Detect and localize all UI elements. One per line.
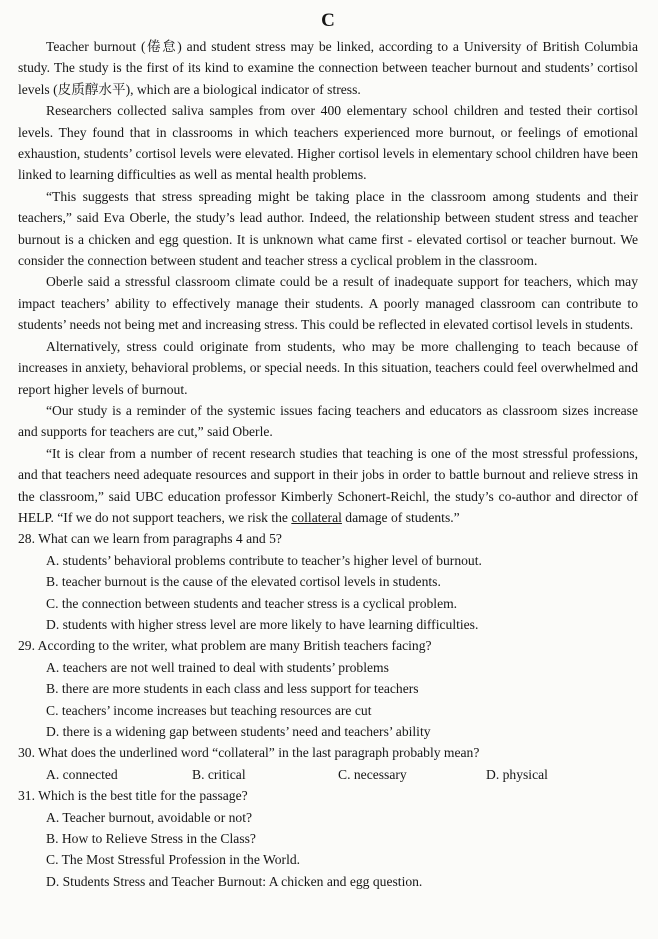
reading-passage — [18, 36, 638, 528]
option-list — [18, 657, 638, 743]
option-b[interactable]: B. there are more students in each class and less support for teachers — [46, 681, 419, 697]
option-c[interactable]: C. teachers’ income increases but teaching resources are cut — [46, 702, 372, 718]
option-c[interactable]: C. necessary — [338, 766, 407, 782]
option-list — [18, 550, 638, 636]
paragraph-3: “This suggests that stress spreading might be taking place in the classroom among students and their teachers,” said Eva Oberle, the study’s lead author. Indeed, the relationship between student stress and teacher burnout is a chicken and egg question. It is unknown what came first - elevated cortisol or teacher burnout. We consider the connection between student and teacher stress a cyclical problem in the classroom. — [18, 188, 638, 269]
option-c[interactable]: C. The Most Stressful Profession in the World. — [46, 852, 301, 868]
option-a[interactable]: A. Teacher burnout, avoidable or not? — [46, 809, 253, 825]
paragraph-1: Teacher burnout (倦怠) and student stress may be linked, according to a University of British Columbia study. The study is the first of its kind to examine the connection between teacher burnout and students’ cortisol levels (皮质醇水平), which are a biological indicator of stress. — [18, 39, 638, 97]
option-b[interactable]: B. critical — [192, 766, 246, 782]
question-stem: 30. What does the underlined word “collateral” in the last paragraph probably mean? — [18, 745, 480, 761]
paragraph-2: Researchers collected saliva samples from over 400 elementary school children and tested their cortisol levels. They found that in classrooms in which teachers experienced more burnout, or feelings of emotional exhaustion, students’ cortisol levels were elevated. Higher cortisol levels in elementary school children have been linked to learning difficulties as well as mental health problems. — [18, 103, 638, 183]
option-d[interactable]: D. students with higher stress level are more likely to have learning difficulties. — [46, 616, 479, 632]
section-letter: C — [321, 10, 335, 31]
question-30 — [18, 742, 638, 785]
paragraph-7-text-b: damage of students.” — [341, 509, 460, 525]
question-29 — [18, 635, 638, 742]
paragraph-6: “Our study is a reminder of the systemic issues facing teachers and educators as classroom sizes increase and supports for teachers are cut,” said Oberle. — [18, 402, 638, 440]
option-b[interactable]: B. teacher burnout is the cause of the elevated cortisol levels in students. — [46, 574, 441, 590]
option-list — [18, 807, 638, 893]
option-b[interactable]: B. How to Relieve Stress in the Class? — [46, 831, 256, 847]
paragraph-4: Oberle said a stressful classroom climate could be a result of inadequate support for teachers, which may impact teachers’ ability to effectively manage their students. A poorly managed classroom can contribute to students’ needs not being met and increasing stress. This could be reflected in elevated cortisol levels in students. — [18, 274, 638, 333]
question-stem: 31. Which is the best title for the passage? — [18, 788, 248, 804]
question-stem: 29. According to the writer, what problem are many British teachers facing? — [18, 638, 432, 654]
paragraph-7 — [18, 443, 638, 529]
option-c[interactable]: C. the connection between students and teacher stress is a cyclical problem. — [46, 595, 458, 611]
option-a[interactable]: A. connected — [46, 766, 118, 782]
question-stem: 28. What can we learn from paragraphs 4 and 5? — [18, 531, 282, 547]
option-list — [18, 764, 638, 785]
option-d[interactable]: D. physical — [486, 766, 548, 782]
question-28 — [18, 528, 638, 635]
option-a[interactable]: A. teachers are not well trained to deal with students’ problems — [46, 659, 389, 675]
paragraph-5: Alternatively, stress could originate from students, who may be more challenging to teach because of increases in anxiety, behavioral problems, or special needs. In this situation, teachers could feel overwhelmed and report higher levels of burnout. — [18, 338, 638, 397]
question-31 — [18, 785, 638, 892]
option-d[interactable]: D. there is a widening gap between students’ need and teachers’ ability — [46, 724, 431, 739]
paragraph-7-text-a: “It is clear from a number of recent research studies that teaching is one of the most stressful professions, and that teachers need adequate resources and support in their jobs in order to battle burnout and relieve stress in the classroom,” said UBC education professor Kimberly Schonert-Reichl, the study’s co-author and director of HELP. “If we do not support teachers, we risk the — [18, 445, 638, 525]
underlined-word-collateral: collateral — [291, 509, 342, 525]
option-d[interactable]: D. Students Stress and Teacher Burnout: A chicken and egg question. — [46, 873, 423, 889]
option-a[interactable]: A. students’ behavioral problems contribute to teacher’s higher level of burnout. — [46, 552, 482, 568]
